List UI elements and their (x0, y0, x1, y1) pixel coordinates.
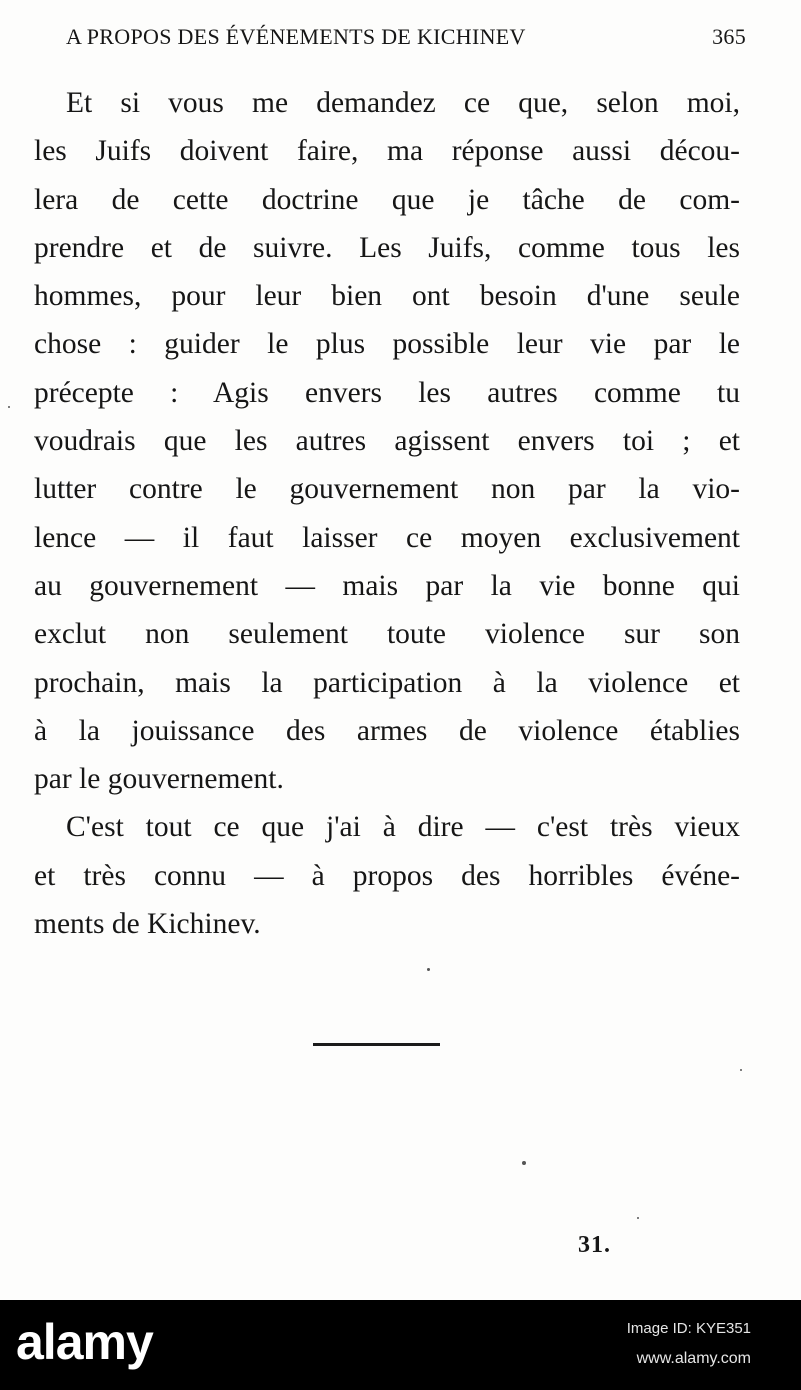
section-rule (313, 1043, 440, 1046)
text-line: chose : guider le plus possible leur vie par le (34, 328, 740, 361)
page-number: 365 (712, 24, 746, 49)
text-line: hommes, pour leur bien ont besoin d'une seule (34, 280, 740, 313)
text-line: à la jouissance des armes de violence établies (34, 714, 740, 747)
running-head (66, 24, 746, 54)
text-line: lence — il faut laisser ce moyen exclusivement (34, 521, 740, 554)
body-text (34, 79, 740, 948)
text-line: ments de Kichinev. (34, 908, 261, 941)
text-line: C'est tout ce que j'ai à dire — c'est très vieux (66, 811, 740, 844)
site-url: www.alamy.com (636, 1350, 751, 1367)
image-id: Image ID: KYE351 (626, 1320, 751, 1337)
text-line: précepte : Agis envers les autres comme tu (34, 376, 740, 409)
text-line: les Juifs doivent faire, ma réponse aussi décou- (34, 135, 740, 168)
speck (8, 406, 10, 408)
signature-mark: 31. (578, 1232, 611, 1258)
text-line: voudrais que les autres agissent envers toi ; et (34, 425, 740, 458)
speck (740, 1069, 742, 1071)
speck (427, 968, 430, 971)
speck (522, 1161, 526, 1165)
speck (637, 1217, 639, 1219)
text-line: exclut non seulement toute violence sur son (34, 618, 740, 651)
watermark-bar (0, 1300, 801, 1390)
running-title: A PROPOS DES ÉVÉNEMENTS DE KICHINEV (66, 24, 526, 49)
text-line: et très connu — à propos des horribles événe- (34, 859, 740, 892)
text-line: lera de cette doctrine que je tâche de com- (34, 183, 740, 216)
text-line: par le gouvernement. (34, 763, 284, 796)
text-line: Et si vous me demandez ce que, selon moi, (66, 87, 740, 119)
text-line: lutter contre le gouvernement non par la vio- (34, 473, 740, 506)
alamy-logo: alamy (16, 1314, 153, 1370)
text-line: au gouvernement — mais par la vie bonne qui (34, 569, 740, 602)
text-line: prendre et de suivre. Les Juifs, comme tous les (34, 231, 740, 264)
text-line: prochain, mais la participation à la violence et (34, 666, 740, 699)
